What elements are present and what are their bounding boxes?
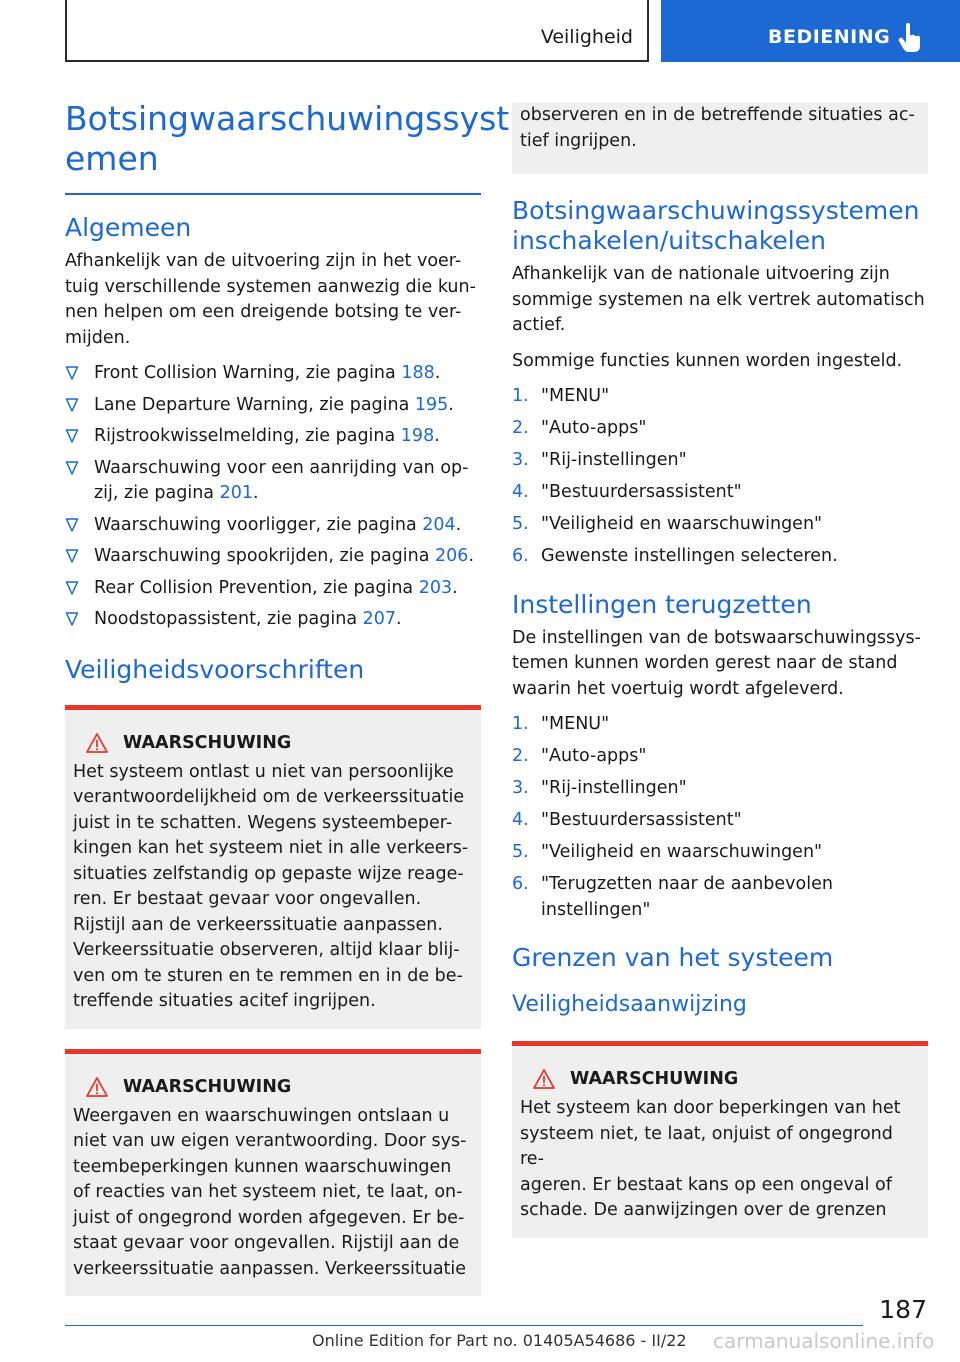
step-text: "Rij-instellingen": [541, 778, 687, 798]
step-text: Gewenste instellingen selecteren.: [541, 546, 838, 566]
title-divider: [65, 193, 481, 195]
warning-header: [73, 732, 473, 754]
page-number: 187: [879, 1295, 927, 1324]
warning-text: Het systeem kan door beperkingen van het systeem niet, te laat, onjuist of ongegrond re- ageren. Er bestaat kans op een ongeval of schade. De aanwijzingen over de grenzen: [520, 1098, 901, 1220]
step-item: [512, 712, 928, 738]
list-item: [65, 456, 481, 507]
page-title: Botsingwaarschuwingssyst emen: [65, 99, 510, 178]
warning-box: [65, 705, 481, 1029]
bullet-triangle-icon: [65, 397, 79, 413]
bullet-triangle-icon: [65, 548, 79, 564]
bullet-text: Rear Collision Prevention, zie pagina: [94, 577, 419, 598]
page-link[interactable]: 198: [400, 426, 435, 446]
bullet-text: Waarschuwing spookrijden, zie pagina: [94, 546, 436, 566]
list-item: [65, 576, 481, 602]
warning-label: WAARSCHUWING: [123, 732, 292, 753]
step-number: 4.: [512, 810, 529, 830]
bullet-triangle-icon: [65, 428, 79, 444]
heading-safety: Veiligheidsvoorschriften: [65, 654, 365, 684]
bullet-end: .: [448, 394, 454, 415]
section-title: Veiligheid: [540, 26, 633, 48]
step-text: "Veiligheid en waarschuwingen": [541, 514, 823, 534]
bullet-triangle-icon: [65, 365, 79, 381]
step-text: "Bestuurdersassistent": [541, 482, 742, 502]
toggle-text-2: Sommige functies kunnen worden ingesteld.: [512, 350, 903, 371]
step-number: 6.: [512, 874, 529, 894]
heading-algemeen: Algemeen: [65, 213, 192, 242]
warning-text: Weergaven en waarschuwingen ontslaan u niet van uw eigen verantwoording. Door sys- teembeperkingen kunnen waarschuwingen of reacties van het systeem niet, te laat, on- juist of ongegrond worden afgegeven. Er be- staat gevaar voor ongevallen. Rijstijl aan de verkeerssituatie aanpassen. Verkeerssituatie: [73, 1105, 467, 1279]
chapter-tab-label: BEDIENING: [768, 26, 891, 48]
warning-triangle-icon: [532, 1068, 556, 1090]
page-link[interactable]: 204: [422, 514, 456, 535]
right-column: [512, 103, 928, 1258]
page-link[interactable]: 195: [414, 394, 449, 415]
step-item: [512, 744, 928, 770]
footer-edition: Online Edition for Part no. 01405A54686 - II/22: [312, 1331, 687, 1350]
bullet-text: Lane Departure Warning, zie pagina: [94, 394, 415, 415]
step-number: 2.: [512, 418, 529, 438]
step-number: 3.: [512, 450, 529, 470]
list-item: [65, 424, 481, 450]
heading-safety-hint: Veiligheidsaanwijzing: [512, 992, 747, 1017]
bullet-text: Noodstopassistent, zie pagina: [94, 609, 363, 629]
step-item: [512, 808, 928, 834]
bullet-text: Waarschuwing voorligger, zie pagina: [94, 514, 423, 535]
step-number: 3.: [512, 778, 529, 798]
reset-text: De instellingen van de botswaarschuwingssys- temen kunnen worden gerest naar de stand waarin het voertuig wordt afgeleverd.: [512, 627, 921, 699]
bullet-end: .: [253, 483, 259, 503]
heading-limits: Grenzen van het systeem: [512, 943, 834, 972]
step-number: 6.: [512, 546, 529, 566]
bullet-end: .: [396, 609, 402, 629]
bullet-end: .: [452, 577, 458, 598]
warning-box: [512, 1041, 928, 1238]
step-number: 5.: [512, 514, 529, 534]
step-text: "Bestuurdersassistent": [541, 810, 742, 830]
step-item: [512, 512, 928, 538]
bullet-text: Front Collision Warning, zie pagina: [94, 363, 402, 383]
warning-label: WAARSCHUWING: [570, 1069, 739, 1089]
warning-header: [520, 1068, 920, 1090]
step-number: 4.: [512, 482, 529, 502]
page-link[interactable]: 206: [435, 546, 469, 566]
step-text: "MENU": [541, 714, 610, 734]
step-text: "Auto-apps": [541, 746, 647, 766]
heading-toggle-systems: Botsingwaarschuwingssystemen inschakelen/uitschakelen: [512, 196, 920, 255]
warning-label: WAARSCHUWING: [123, 1076, 292, 1097]
step-item: [512, 544, 928, 570]
bullet-end: .: [434, 426, 440, 446]
step-item: [512, 840, 928, 866]
step-item: [512, 776, 928, 802]
step-item: [512, 872, 928, 923]
bullet-triangle-icon: [65, 517, 79, 533]
step-item: [512, 384, 928, 410]
left-column: [65, 95, 510, 1316]
warning-triangle-icon: [85, 732, 109, 754]
list-item: [65, 513, 481, 539]
warning-header: [73, 1076, 473, 1098]
page-link[interactable]: 203: [418, 577, 453, 598]
warning-continuation: [512, 103, 928, 174]
page-link[interactable]: 188: [401, 363, 435, 383]
systems-list: [65, 361, 481, 633]
step-number: 2.: [512, 746, 529, 766]
page-link[interactable]: 207: [362, 609, 397, 629]
bullet-triangle-icon: [65, 460, 79, 476]
bullet-text: Waarschuwing voor een aanrijding van op- zij, zie pagina: [94, 457, 469, 503]
list-item: [65, 607, 481, 633]
heading-reset: Instellingen terugzetten: [512, 589, 812, 619]
warning-text: Het systeem ontlast u niet van persoonlijke verantwoordelijkheid om de verkeerssituatie juist in te schatten. Wegens systeembeper- kingen kan het systeem niet in alle verkeers- situaties zelfstandig op gepaste wijze reage- ren. Er bestaat gevaar voor ongevallen. Rijstijl aan de verkeerssituatie aanpassen. Verkeerssituatie observeren, altijd klaar blij- ven om te sturen en te remmen en in de be- treffende situaties acitef ingrijpen.: [73, 761, 469, 1011]
continuation-text: observeren en in de betreffende situaties ac- tief ingrijpen.: [520, 105, 915, 151]
bullet-text: Rijstrookwisselmelding, zie pagina: [94, 426, 401, 446]
warning-box: [65, 1049, 481, 1297]
step-text: "Veiligheid en waarschuwingen": [541, 842, 823, 862]
step-item: [512, 448, 928, 474]
step-number: 1.: [512, 386, 529, 406]
bullet-triangle-icon: [65, 580, 79, 596]
pointing-hand-icon: [897, 22, 923, 54]
step-text: "Rij-instellingen": [541, 450, 687, 470]
step-text: "MENU": [541, 386, 610, 406]
warning-triangle-icon: [85, 1076, 109, 1098]
step-number: 5.: [512, 842, 529, 862]
toggle-text-1: Afhankelijk van de nationale uitvoering zijn sommige systemen na elk vertrek automatisch actief.: [512, 264, 925, 335]
steps-list: [512, 384, 928, 570]
page-link[interactable]: 201: [219, 483, 253, 503]
list-item: [65, 544, 481, 570]
step-text: "Terugzetten naar de aanbevolen instellingen": [541, 874, 833, 920]
bullet-end: .: [434, 363, 441, 383]
steps-list: [512, 712, 928, 923]
footer-divider: [65, 1325, 863, 1326]
chapter-tab[interactable]: [661, 0, 960, 62]
step-item: [512, 480, 928, 506]
step-number: 1.: [512, 714, 529, 734]
watermark: carmanualsonline.info: [713, 1329, 935, 1353]
list-item: [65, 393, 481, 419]
bullet-end: .: [455, 514, 462, 535]
step-item: [512, 416, 928, 442]
step-text: "Auto-apps": [541, 418, 647, 438]
bullet-triangle-icon: [65, 611, 79, 627]
bullet-end: .: [468, 546, 475, 566]
algemeen-text: Afhankelijk van de uitvoering zijn in het voer- tuig verschillende systemen aanwezig die kun- nen helpen om een dreigende botsing te ver- mijden.: [65, 251, 476, 348]
header-bar: [65, 0, 649, 62]
list-item: [65, 361, 481, 387]
